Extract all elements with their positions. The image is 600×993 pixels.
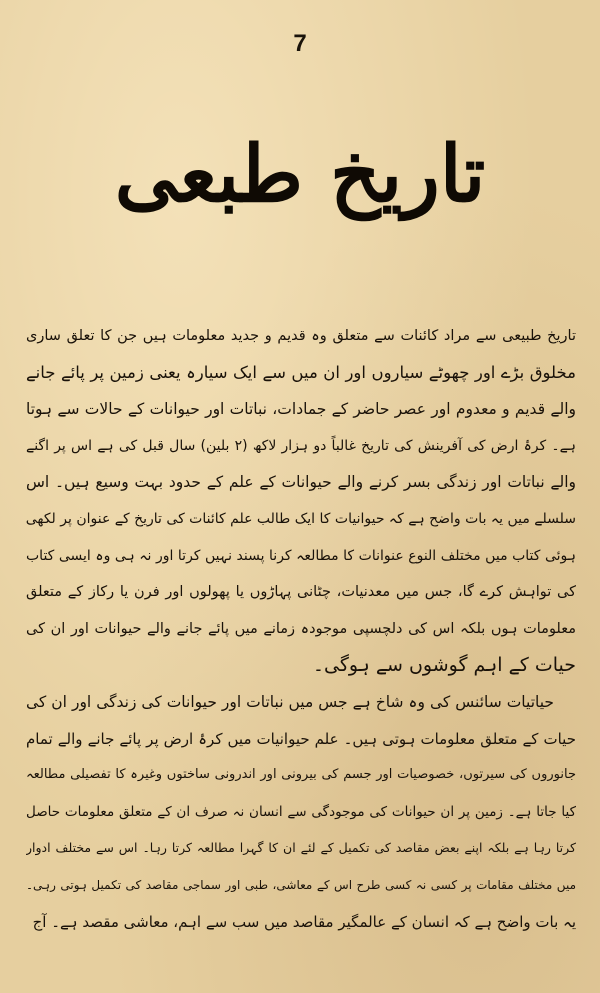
text-line: کی تواہش کرے گا، جس میں معدنیات، چٹانی پہاڑوں یا پھولوں اور فرن یا رکاز کے متعلق	[26, 584, 576, 601]
text-line: مخلوق بڑے اور چھوٹے سیاروں اور ان میں سے ایک سیارہ یعنی زمین پر پائے جانے	[26, 362, 576, 382]
text-line: تاریخ طبیعی سے مراد کائنات سے متعلق وہ قدیم و جدید معلومات ہیں جن کا تعلق ساری	[26, 328, 576, 344]
text-line: والے قدیم و معدوم اور عصر حاضر کے جمادات، نباتات اور حیوانات کے حالات سے ہوتا	[26, 400, 576, 419]
text-line: والے نباتات اور زندگی بسر کرنے والے حیوانات کے علم کے حدود بہت وسیع ہیں۔ اس	[26, 473, 576, 492]
page-number: 7	[293, 30, 307, 57]
text-line: حیاتیات سائنس کی وہ شاخ ہے جس میں نباتات اور حیوانات کی زندگی اور ان کی	[26, 692, 554, 711]
chapter-title: تاریخ طبعی	[114, 129, 486, 220]
text-line: ہے۔ کرۂ ارض کی آفرینش کی تاریخ غالباً دو ہزار لاکھ (۲ بلین) سال قبل کی ہے اس پر اگنے	[26, 437, 576, 454]
text-line: ہوئی کتاب میں مختلف النوع عنوانات کا مطالعہ کرنا پسند نہیں کرتا اور نہ ہی وہ ایسی کتاب	[26, 547, 576, 564]
text-line: کیا جاتا ہے۔ زمین پر ان حیوانات کی موجودگی سے انسان نہ صرف ان کے متعلق معلومات حاصل	[26, 803, 576, 820]
text-line: جانوروں کی سیرتوں، خصوصیات اور جسم کی بیرونی اور اندرونی ساختوں وغیرہ کا تفصیلی مطالعہ	[26, 767, 576, 783]
text-line: کرتا رہا ہے بلکہ اپنے بعض مقاصد کی تکمیل کے لئے ان کا گہرا مطالعہ کرتا رہا۔ اس سے مختلف ادوار	[26, 840, 576, 856]
body-text	[26, 318, 576, 940]
text-line: میں مختلف مقامات پر کسی نہ کسی طرح اس کے معاشی، طبی اور سماجی مقاصد کی تکمیل ہوتی رہی۔	[26, 877, 576, 892]
text-line: حیات کے متعلق معلومات ہوتی ہیں۔ علم حیوانیات میں کرۂ ارض پر پائے جانے والے تمام	[26, 729, 576, 748]
text-line: معلومات ہوں بلکہ اس کی دلچسپی موجودہ زمانے میں پائے جانے والے حیوانات اور ان کی	[26, 620, 576, 637]
text-line: حیات کے اہم گوشوں سے ہوگی۔	[312, 654, 576, 677]
text-line: یہ بات واضح ہے کہ انسان کے عالمگیر مقاصد میں سب سے اہم، معاشی مقصد ہے۔ آج	[32, 912, 576, 931]
text-line: سلسلے میں یہ بات واضح ہے کہ حیوانیات کا ایک طالب علم کائنات کی تاریخ کے عنوان پر لکھی	[26, 510, 576, 527]
